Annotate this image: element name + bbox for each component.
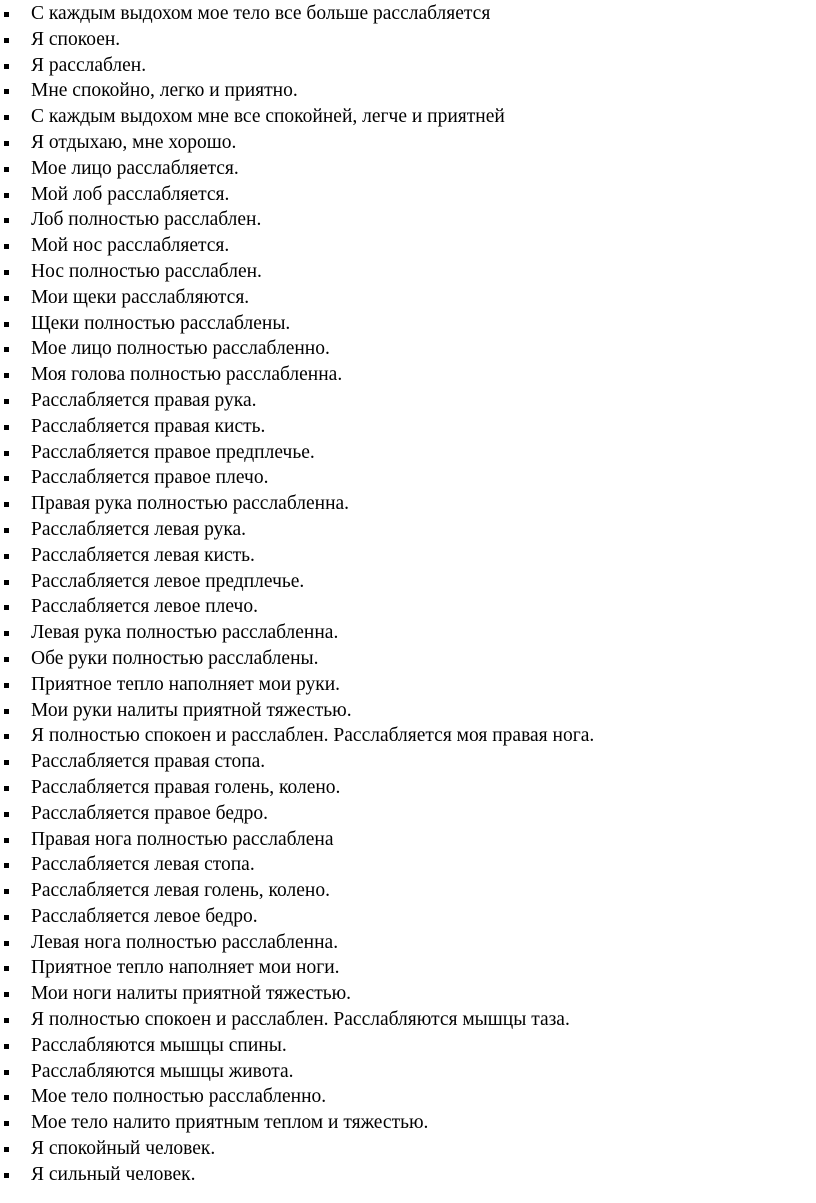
square-bullet-icon: [4, 889, 9, 894]
square-bullet-icon: [4, 167, 9, 172]
list-item: [0, 930, 816, 956]
square-bullet-icon: [4, 657, 9, 662]
list-item-text: Я спокоен.: [31, 28, 121, 50]
square-bullet-icon: [4, 296, 9, 301]
list-item: [0, 156, 816, 182]
list-item: [0, 27, 816, 53]
list-item-text: Я отдыхаю, мне хорошо.: [31, 131, 237, 153]
list-item: [0, 465, 816, 491]
list-item: [0, 749, 816, 775]
list-item: [0, 1110, 816, 1136]
square-bullet-icon: [4, 683, 9, 688]
list-item-text: Левая нога полностью расслабленна.: [31, 931, 339, 953]
list-item-text: Расслабляется левое плечо.: [31, 596, 258, 618]
square-bullet-icon: [4, 941, 9, 946]
list-item-text: Мой лоб расслабляется.: [31, 183, 230, 205]
list-item-text: Расслабляются мышцы спины.: [31, 1034, 287, 1056]
square-bullet-icon: [4, 915, 9, 920]
list-item: [0, 207, 816, 233]
list-item: [0, 491, 816, 517]
list-item: [0, 104, 816, 130]
list-item: [0, 569, 816, 595]
list-item-text: Я расслаблен.: [31, 54, 147, 76]
list-item: [0, 1084, 816, 1110]
list-item: [0, 904, 816, 930]
list-item: [0, 259, 816, 285]
list-item-text: Мои ноги налиты приятной тяжестью.: [31, 983, 352, 1005]
square-bullet-icon: [4, 64, 9, 69]
list-item-text: Обе руки полностью расслаблены.: [31, 647, 319, 669]
bulleted-list: [0, 1, 816, 1188]
square-bullet-icon: [4, 193, 9, 198]
list-item: [0, 517, 816, 543]
square-bullet-icon: [4, 631, 9, 636]
square-bullet-icon: [4, 502, 9, 507]
list-item: [0, 285, 816, 311]
list-item-text: Расслабляется правое предплечье.: [31, 441, 315, 463]
list-item: [0, 336, 816, 362]
list-item-text: Я сильный человек.: [31, 1163, 196, 1185]
list-item-text: Правая нога полностью расслаблена: [31, 828, 334, 850]
list-item: [0, 182, 816, 208]
list-item-text: Расслабляется правая стопа.: [31, 751, 266, 773]
square-bullet-icon: [4, 373, 9, 378]
list-item-text: Расслабляются мышцы живота.: [31, 1060, 294, 1082]
square-bullet-icon: [4, 451, 9, 456]
list-item-text: С каждым выдохом мое тело все больше расслабляется: [31, 3, 491, 24]
list-item-text: Расслабляется правое плечо.: [31, 467, 269, 489]
list-item: [0, 233, 816, 259]
list-item: [0, 646, 816, 672]
list-item-text: Расслабляется левое предплечье.: [31, 570, 305, 592]
square-bullet-icon: [4, 760, 9, 765]
list-item: [0, 878, 816, 904]
list-item: [0, 1162, 816, 1188]
square-bullet-icon: [4, 399, 9, 404]
square-bullet-icon: [4, 1121, 9, 1126]
list-item: [0, 362, 816, 388]
square-bullet-icon: [4, 734, 9, 739]
list-item-text: Я полностью спокоен и расслаблен. Расслабляются мышцы таза.: [31, 1009, 570, 1031]
list-item-text: Я спокойный человек.: [31, 1138, 216, 1160]
list-item-text: Мои щеки расслабляются.: [31, 286, 250, 308]
square-bullet-icon: [4, 709, 9, 714]
square-bullet-icon: [4, 115, 9, 120]
list-item: [0, 698, 816, 724]
list-item-text: Правая рука полностью расслабленна.: [31, 493, 350, 515]
list-item: [0, 130, 816, 156]
list-item: [0, 1059, 816, 1085]
list-item-text: Расслабляется правая голень, колено.: [31, 776, 341, 798]
list-item: [0, 981, 816, 1007]
square-bullet-icon: [4, 1095, 9, 1100]
square-bullet-icon: [4, 1044, 9, 1049]
square-bullet-icon: [4, 425, 9, 430]
square-bullet-icon: [4, 89, 9, 94]
square-bullet-icon: [4, 218, 9, 223]
list-item: [0, 414, 816, 440]
list-item: [0, 775, 816, 801]
list-item-text: Расслабляется левая рука.: [31, 518, 247, 540]
list-item: [0, 672, 816, 698]
list-item-text: Левая рука полностью расслабленна.: [31, 622, 339, 644]
list-item: [0, 311, 816, 337]
square-bullet-icon: [4, 1147, 9, 1152]
square-bullet-icon: [4, 38, 9, 43]
list-item: [0, 543, 816, 569]
list-item-text: Расслабляется правая кисть.: [31, 415, 266, 437]
list-item: [0, 723, 816, 749]
list-item-text: Приятное тепло наполняет мои ноги.: [31, 957, 340, 979]
list-item-text: Лоб полностью расслаблен.: [31, 209, 262, 231]
square-bullet-icon: [4, 863, 9, 868]
list-item-text: Мое тело полностью расслабленно.: [31, 1086, 327, 1108]
list-item-text: Мои руки налиты приятной тяжестью.: [31, 699, 352, 721]
square-bullet-icon: [4, 270, 9, 275]
square-bullet-icon: [4, 12, 9, 17]
list-item-text: Мне спокойно, легко и приятно.: [31, 80, 298, 102]
list-item-text: Расслабляется левое бедро.: [31, 905, 258, 927]
list-item: [0, 78, 816, 104]
list-item: [0, 1136, 816, 1162]
list-item: [0, 388, 816, 414]
square-bullet-icon: [4, 476, 9, 481]
list-item-text: Щеки полностью расслаблены.: [31, 312, 291, 334]
square-bullet-icon: [4, 580, 9, 585]
square-bullet-icon: [4, 1173, 9, 1178]
list-item: [0, 852, 816, 878]
square-bullet-icon: [4, 838, 9, 843]
list-item-text: Мой нос расслабляется.: [31, 235, 230, 257]
square-bullet-icon: [4, 322, 9, 327]
list-item: [0, 1, 816, 27]
square-bullet-icon: [4, 1018, 9, 1023]
list-item: [0, 827, 816, 853]
square-bullet-icon: [4, 347, 9, 352]
list-item-text: Нос полностью расслаблен.: [31, 260, 262, 282]
list-item: [0, 801, 816, 827]
list-item-text: Расслабляется левая кисть.: [31, 544, 255, 566]
list-item: [0, 53, 816, 79]
list-item-text: С каждым выдохом мне все спокойней, легче и приятней: [31, 106, 505, 128]
list-item-text: Я полностью спокоен и расслаблен. Расслабляется моя правая нога.: [31, 725, 595, 747]
square-bullet-icon: [4, 244, 9, 249]
list-item-text: Расслабляется левая голень, колено.: [31, 880, 330, 902]
list-item-text: Приятное тепло наполняет мои руки.: [31, 673, 341, 695]
square-bullet-icon: [4, 554, 9, 559]
square-bullet-icon: [4, 812, 9, 817]
square-bullet-icon: [4, 528, 9, 533]
square-bullet-icon: [4, 786, 9, 791]
list-item: [0, 594, 816, 620]
list-item: [0, 440, 816, 466]
square-bullet-icon: [4, 1070, 9, 1075]
list-item-text: Мое тело налито приятным теплом и тяжестью.: [31, 1112, 429, 1134]
list-item-text: Мое лицо полностью расслабленно.: [31, 338, 330, 360]
list-item: [0, 955, 816, 981]
list-item-text: Мое лицо расслабляется.: [31, 157, 239, 179]
list-item-text: Расслабляется правое бедро.: [31, 802, 269, 824]
square-bullet-icon: [4, 605, 9, 610]
list-item: [0, 1007, 816, 1033]
list-item-text: Моя голова полностью расслабленна.: [31, 364, 343, 386]
list-item: [0, 1033, 816, 1059]
list-item-text: Расслабляется правая рука.: [31, 389, 257, 411]
square-bullet-icon: [4, 992, 9, 997]
square-bullet-icon: [4, 141, 9, 146]
list-item: [0, 620, 816, 646]
list-item-text: Расслабляется левая стопа.: [31, 854, 255, 876]
square-bullet-icon: [4, 966, 9, 971]
